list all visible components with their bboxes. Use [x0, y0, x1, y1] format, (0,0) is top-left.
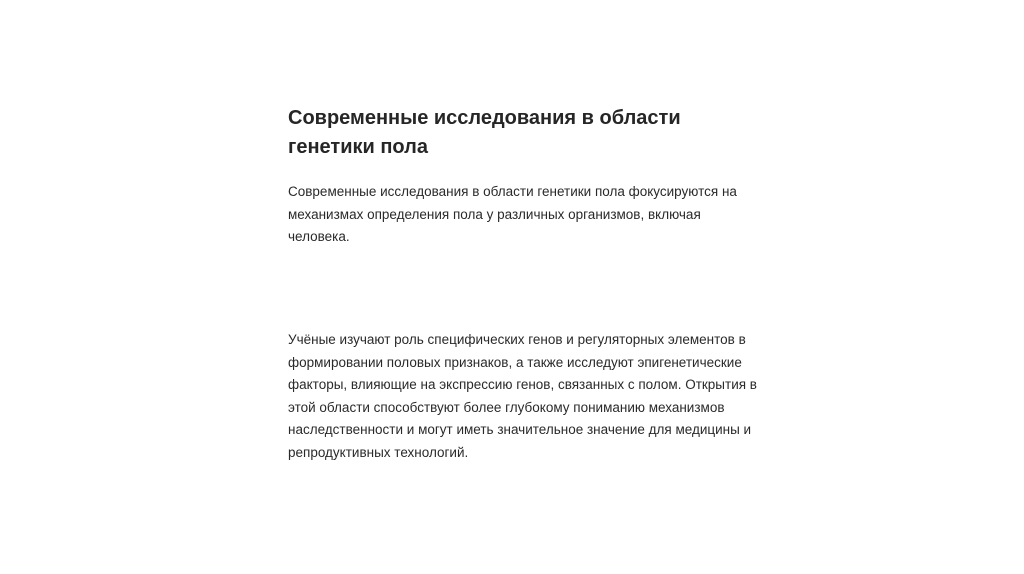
slide-title: Современные исследования в области генетики пола — [288, 107, 681, 158]
details-paragraph: Учёные изучают роль специфических генов и регуляторных элементов в формировании половых признаков, а также исследуют эпигенетические факторы, влияющие на экспрессию генов, связанных с полом. Открытия в этой области способствуют более глубокому пониманию механизмов наследственности и могут иметь значительное значение для медицины и репродуктивных технологий. — [288, 332, 757, 460]
intro-paragraph: Современные исследования в области генетики пола фокусируются на механизмах определения пола у различных организмов, включая человека. — [288, 184, 737, 244]
